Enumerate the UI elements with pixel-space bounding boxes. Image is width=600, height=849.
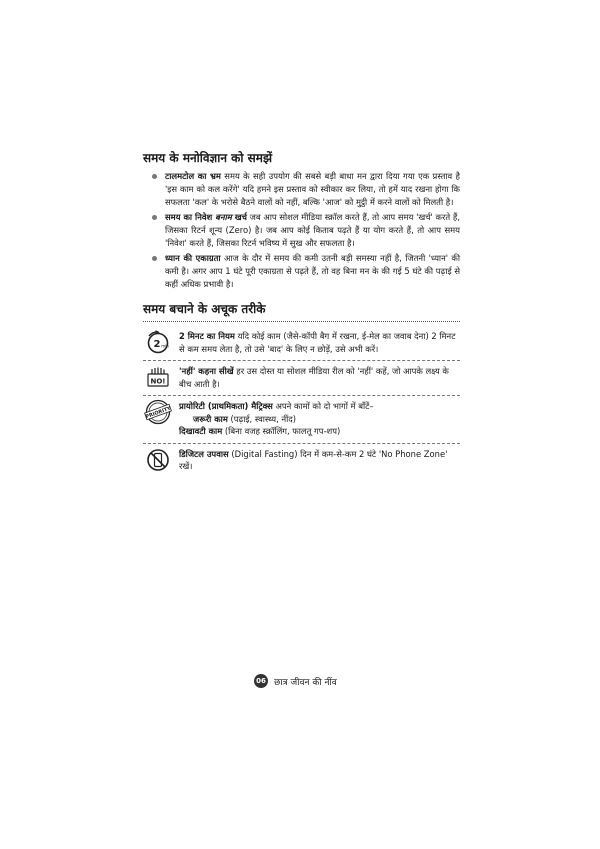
say-no-icon	[143, 365, 173, 389]
tips-list	[143, 326, 460, 478]
list-item	[143, 252, 460, 291]
tip-item	[143, 361, 460, 396]
item-lead: टालमटोल का भ्रम	[165, 171, 221, 181]
tip-body: अपने कामों को दो भागों में बाँटें–	[272, 401, 374, 411]
svg-text:min: min	[161, 343, 169, 349]
tip-text	[179, 330, 460, 355]
tip-text	[179, 365, 460, 390]
sub-text: (बिना वजह स्क्रॉलिंग, फालतू गप-शप)	[222, 426, 341, 436]
tip-item	[143, 326, 460, 361]
sub-item	[179, 425, 460, 438]
item-lead: समय का निवेश	[165, 212, 213, 222]
svg-text:NO!: NO!	[150, 377, 166, 386]
sub-lead: जरूरी काम	[193, 413, 228, 424]
section-divider	[143, 321, 460, 322]
list-item	[143, 170, 460, 209]
item-text: जब आप सोशल मीडिया स्क्रॉल करते हैं, तो आप समय 'खर्च' करते हैं, जिसका रिटर्न शून्य (Zero) है। जब आप कोई किताब पढ़ते हैं या योग करते हैं, तो आप समय 'निवेश' करते हैं, जिसका रिटर्न भविष्य में सुख और सफलता है।	[165, 212, 460, 248]
page-footer	[254, 674, 337, 688]
bullet-icon	[152, 174, 157, 179]
tip-lead: डिजिटल उपवास	[179, 448, 229, 459]
two-minute-timer-icon	[143, 330, 173, 354]
section-heading-psychology: समय के मनोविज्ञान को समझें	[143, 151, 273, 165]
tip-item	[143, 444, 460, 478]
tip-text	[179, 448, 460, 473]
svg-text:PRIORITY: PRIORITY	[144, 405, 172, 421]
tip-text	[179, 400, 460, 438]
priority-stamp-icon	[143, 400, 173, 424]
bullet-icon	[152, 215, 157, 220]
sub-lead: दिखावटी काम	[179, 426, 223, 436]
item-lead-2: खर्च	[234, 212, 247, 222]
tip-body: (Digital Fasting) दिन में कम-से-कम 2 घंटे 'No Phone Zone' रखें।	[179, 448, 448, 471]
tip-lead: प्रायोरिटी (प्राथमिकता) मैट्रिक्स	[179, 401, 273, 411]
section-heading-tips: समय बचाने के अचूक तरीके	[143, 302, 266, 316]
bullet-icon	[152, 256, 157, 261]
item-text: समय के सही उपयोग की सबसे बड़ी बाधा मन द्वारा दिया गया एक प्रस्ताव है 'इस काम को कल करेंगे' यदि हमने इस प्रस्ताव को स्वीकार कर लिया, तो हमें याद रखना होगा कि सफलता 'कल' के भरोसे बैठने वालों को नहीं, बल्कि 'आज' को मुट्ठी में करने वालों को मिलती है।	[165, 171, 460, 207]
page-content	[143, 150, 460, 478]
book-title: छात्र जीवन की नींव	[274, 677, 337, 688]
tip-item	[143, 396, 460, 444]
item-text: आज के दौर में समय की कमी उतनी बड़ी समस्या नहीं है, जितनी 'ध्यान' की कमी है। अगर आप 1 घंटे पूरी एकाग्रता से पढ़ते हैं, तो वह बिना मन के की गई 5 घंटे की पढ़ाई से कहीं अधिक प्रभावी है।	[165, 253, 461, 289]
item-lead-italic: बनाम	[212, 212, 235, 222]
tip-body: यदि कोई काम (जैसे-कॉपी बैग में रखना, ई-मेल का जवाब देना) 2 मिनट से कम समय लेता है, तो उसे 'बाद' के लिए न छोड़ें, उसे अभी करें।	[179, 331, 456, 354]
sub-item	[179, 413, 460, 426]
tip-body: हर उस दोस्त या सोशल मीडिया रील को 'नहीं' कहें, जो आपके लक्ष्य के बीच आती है।	[179, 366, 449, 389]
list-item	[143, 211, 460, 250]
item-lead: ध्यान की एकाग्रता	[165, 253, 221, 263]
page-number: 06	[254, 674, 268, 688]
no-phone-icon	[143, 448, 173, 472]
psychology-list	[143, 170, 460, 291]
tip-lead: 2 मिनट का नियम	[179, 331, 235, 341]
svg-text:2: 2	[153, 339, 161, 350]
tip-lead: 'नहीं' कहना सीखें	[179, 366, 234, 376]
sub-text: (पढ़ाई, स्वास्थ्य, नींद)	[227, 413, 296, 424]
